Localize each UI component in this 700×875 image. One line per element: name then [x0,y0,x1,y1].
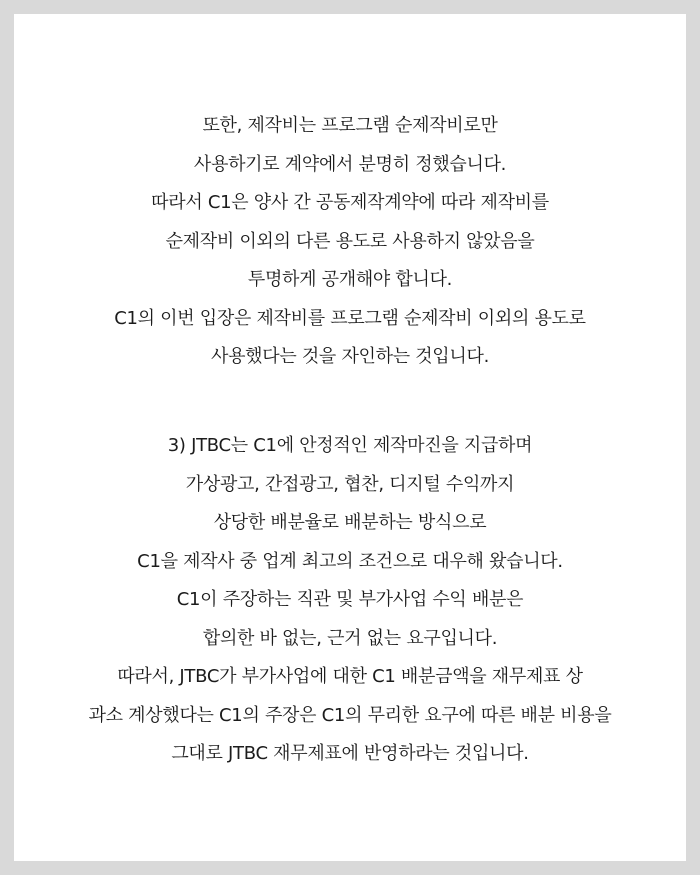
text-line: 과소 계상했다는 C1의 주장은 C1의 무리한 요구에 따른 배분 비용을 [88,704,612,726]
document-page [14,14,686,861]
text-line: 순제작비 이외의 다른 용도로 사용하지 않았음을 [165,230,535,252]
text-line: 따라서 C1은 양사 간 공동제작계약에 따라 제작비를 [151,192,549,213]
paragraph-production-cost [14,107,686,377]
text-line: C1이 주장하는 직관 및 부가사업 수익 배분은 [176,589,524,610]
text-line: 합의한 바 없는, 근거 없는 요구입니다. [202,627,498,649]
text-line: 그대로 JTBC 재무제표에 반영하라는 것입니다. [171,743,529,764]
text-line: 또한, 제작비는 프로그램 순제작비로만 [202,115,498,136]
text-line: C1을 제작사 중 업계 최고의 조건으로 대우해 왔습니다. [137,550,563,572]
text-line: 투명하게 공개해야 합니다. [247,269,453,290]
paragraph-revenue-distribution [14,427,686,774]
text-line: 상당한 배분율로 배분하는 방식으로 [213,512,487,533]
text-line: 사용하기로 계약에서 분명히 정했습니다. [193,153,507,175]
text-line: 따라서, JTBC가 부가사업에 대한 C1 배분금액을 재무제표 상 [117,666,583,687]
text-line: C1의 이번 입장은 제작비를 프로그램 순제작비 이외의 용도로 [114,307,586,329]
text-line: 가상광고, 간접광고, 협찬, 디지털 수익까지 [185,473,515,495]
text-line: 3) JTBC는 C1에 안정적인 제작마진을 지급하며 [167,435,533,456]
text-line: 사용했다는 것을 자인하는 것입니다. [210,346,489,367]
